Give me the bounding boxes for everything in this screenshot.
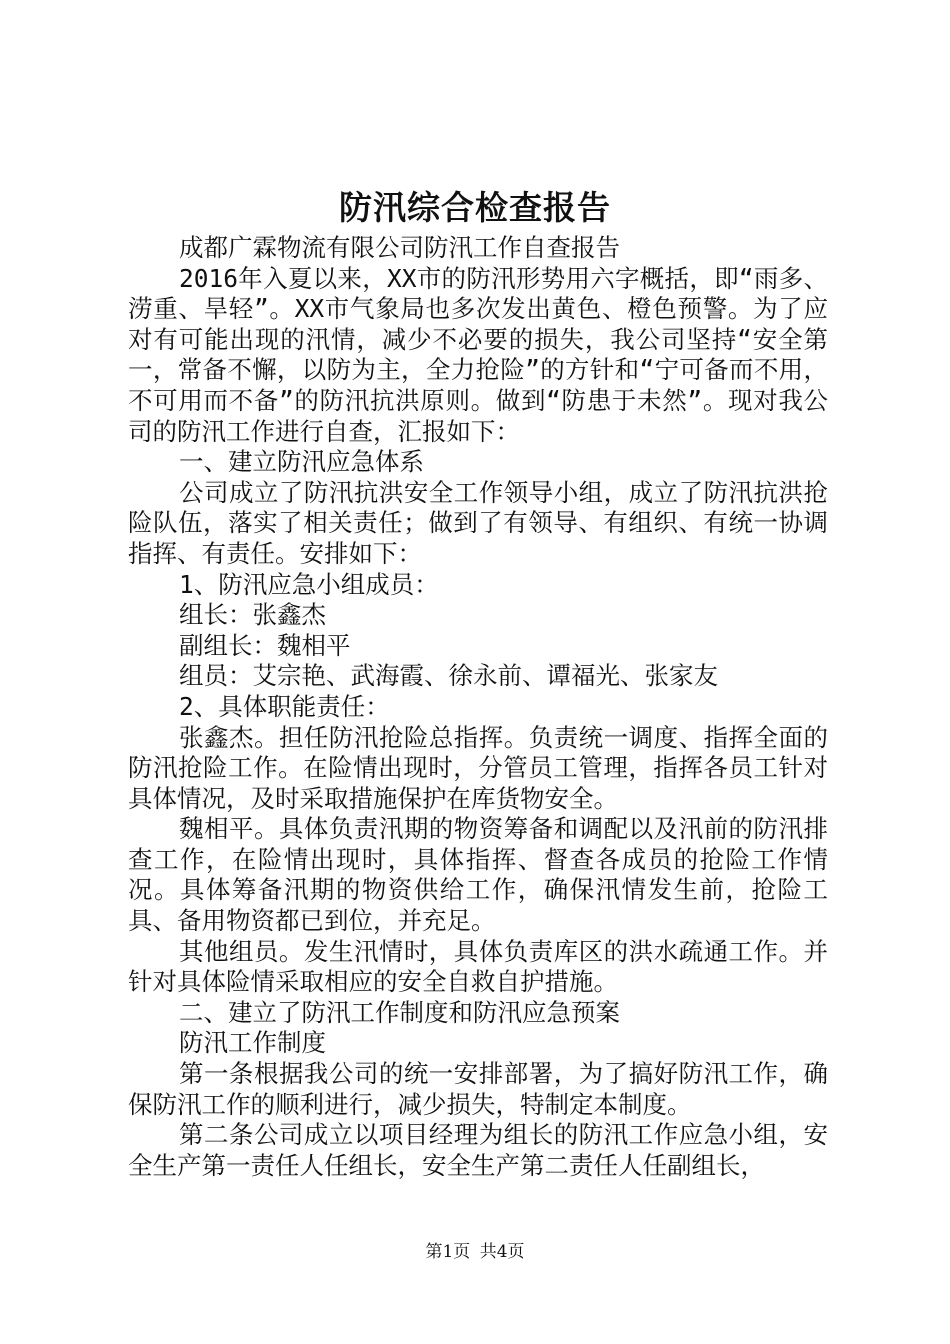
subheading-rules: 防汛工作制度 bbox=[179, 1028, 326, 1058]
list-heading-duties: 2、具体职能责任： bbox=[179, 691, 390, 721]
paragraph-article-1: 第一条根据我公司的统一安排部署，为了搞好防汛工作，确保防汛工作的顺利进行，减少损失，特制定本制度。 bbox=[128, 1059, 828, 1119]
page-total: 共4页 bbox=[479, 1242, 525, 1262]
document-body bbox=[128, 233, 828, 1181]
list-heading-members: 1、防汛应急小组成员： bbox=[179, 569, 439, 599]
member-list: 组员：艾宗艳、武海霞、徐永前、谭福光、张家友 bbox=[179, 661, 718, 691]
section-heading-2: 二、建立了防汛工作制度和防汛应急预案 bbox=[179, 997, 620, 1027]
member-leader: 组长：张鑫杰 bbox=[179, 600, 326, 630]
section-heading-1: 一、建立防汛应急体系 bbox=[179, 447, 424, 477]
paragraph-intro: 2016年入夏以来，XX市的防汛形势用六字概括，即“雨多、涝重、旱轻”。XX市气象局也多次发出黄色、橙色预警。为了应对有可能出现的汛情，减少不必要的损失，我公司坚持“安全第一，常备不懈，以防为主，全力抢险”的方针和“宁可备而不用，不可用而不备”的防汛抗洪原则。做到“防患于未然”。现对我公司的防汛工作进行自查，汇报如下： bbox=[128, 263, 828, 446]
paragraph-subtitle: 成都广霖物流有限公司防汛工作自查报告 bbox=[179, 233, 620, 262]
page-number: 第1页 bbox=[425, 1242, 471, 1262]
paragraph-duty-others: 其他组员。发生汛情时，具体负责库区的洪水疏通工作。并针对具体险情采取相应的安全自救自护措施。 bbox=[128, 936, 828, 997]
paragraph-duty-zhang: 张鑫杰。担任防汛抢险总指挥。负责统一调度、指挥全面的防汛抢险工作。在险情出现时，分管员工管理，指挥各员工针对具体情况，及时采取措施保护在库货物安全。 bbox=[128, 722, 828, 813]
member-deputy: 副组长：魏相平 bbox=[179, 630, 351, 660]
document-title: 防汛综合检查报告 bbox=[339, 188, 611, 227]
paragraph-duty-wei: 魏相平。具体负责汛期的物资筹备和调配以及汛前的防汛排查工作，在险情出现时，具体指挥、督查各成员的抢险工作情况。具体筹备汛期的物资供给工作，确保汛情发生前，抢险工具、备用物资都已到位，并充足。 bbox=[128, 814, 828, 936]
paragraph-article-2: 第二条公司成立以项目经理为组长的防汛工作应急小组，安全生产第一责任人任组长，安全生产第二责任人任副组长， bbox=[128, 1120, 828, 1180]
page-footer bbox=[0, 1241, 950, 1263]
paragraph-team: 公司成立了防汛抗洪安全工作领导小组，成立了防汛抗洪抢险队伍，落实了相关责任；做到了有领导、有组织、有统一协调指挥、有责任。安排如下： bbox=[128, 477, 828, 568]
